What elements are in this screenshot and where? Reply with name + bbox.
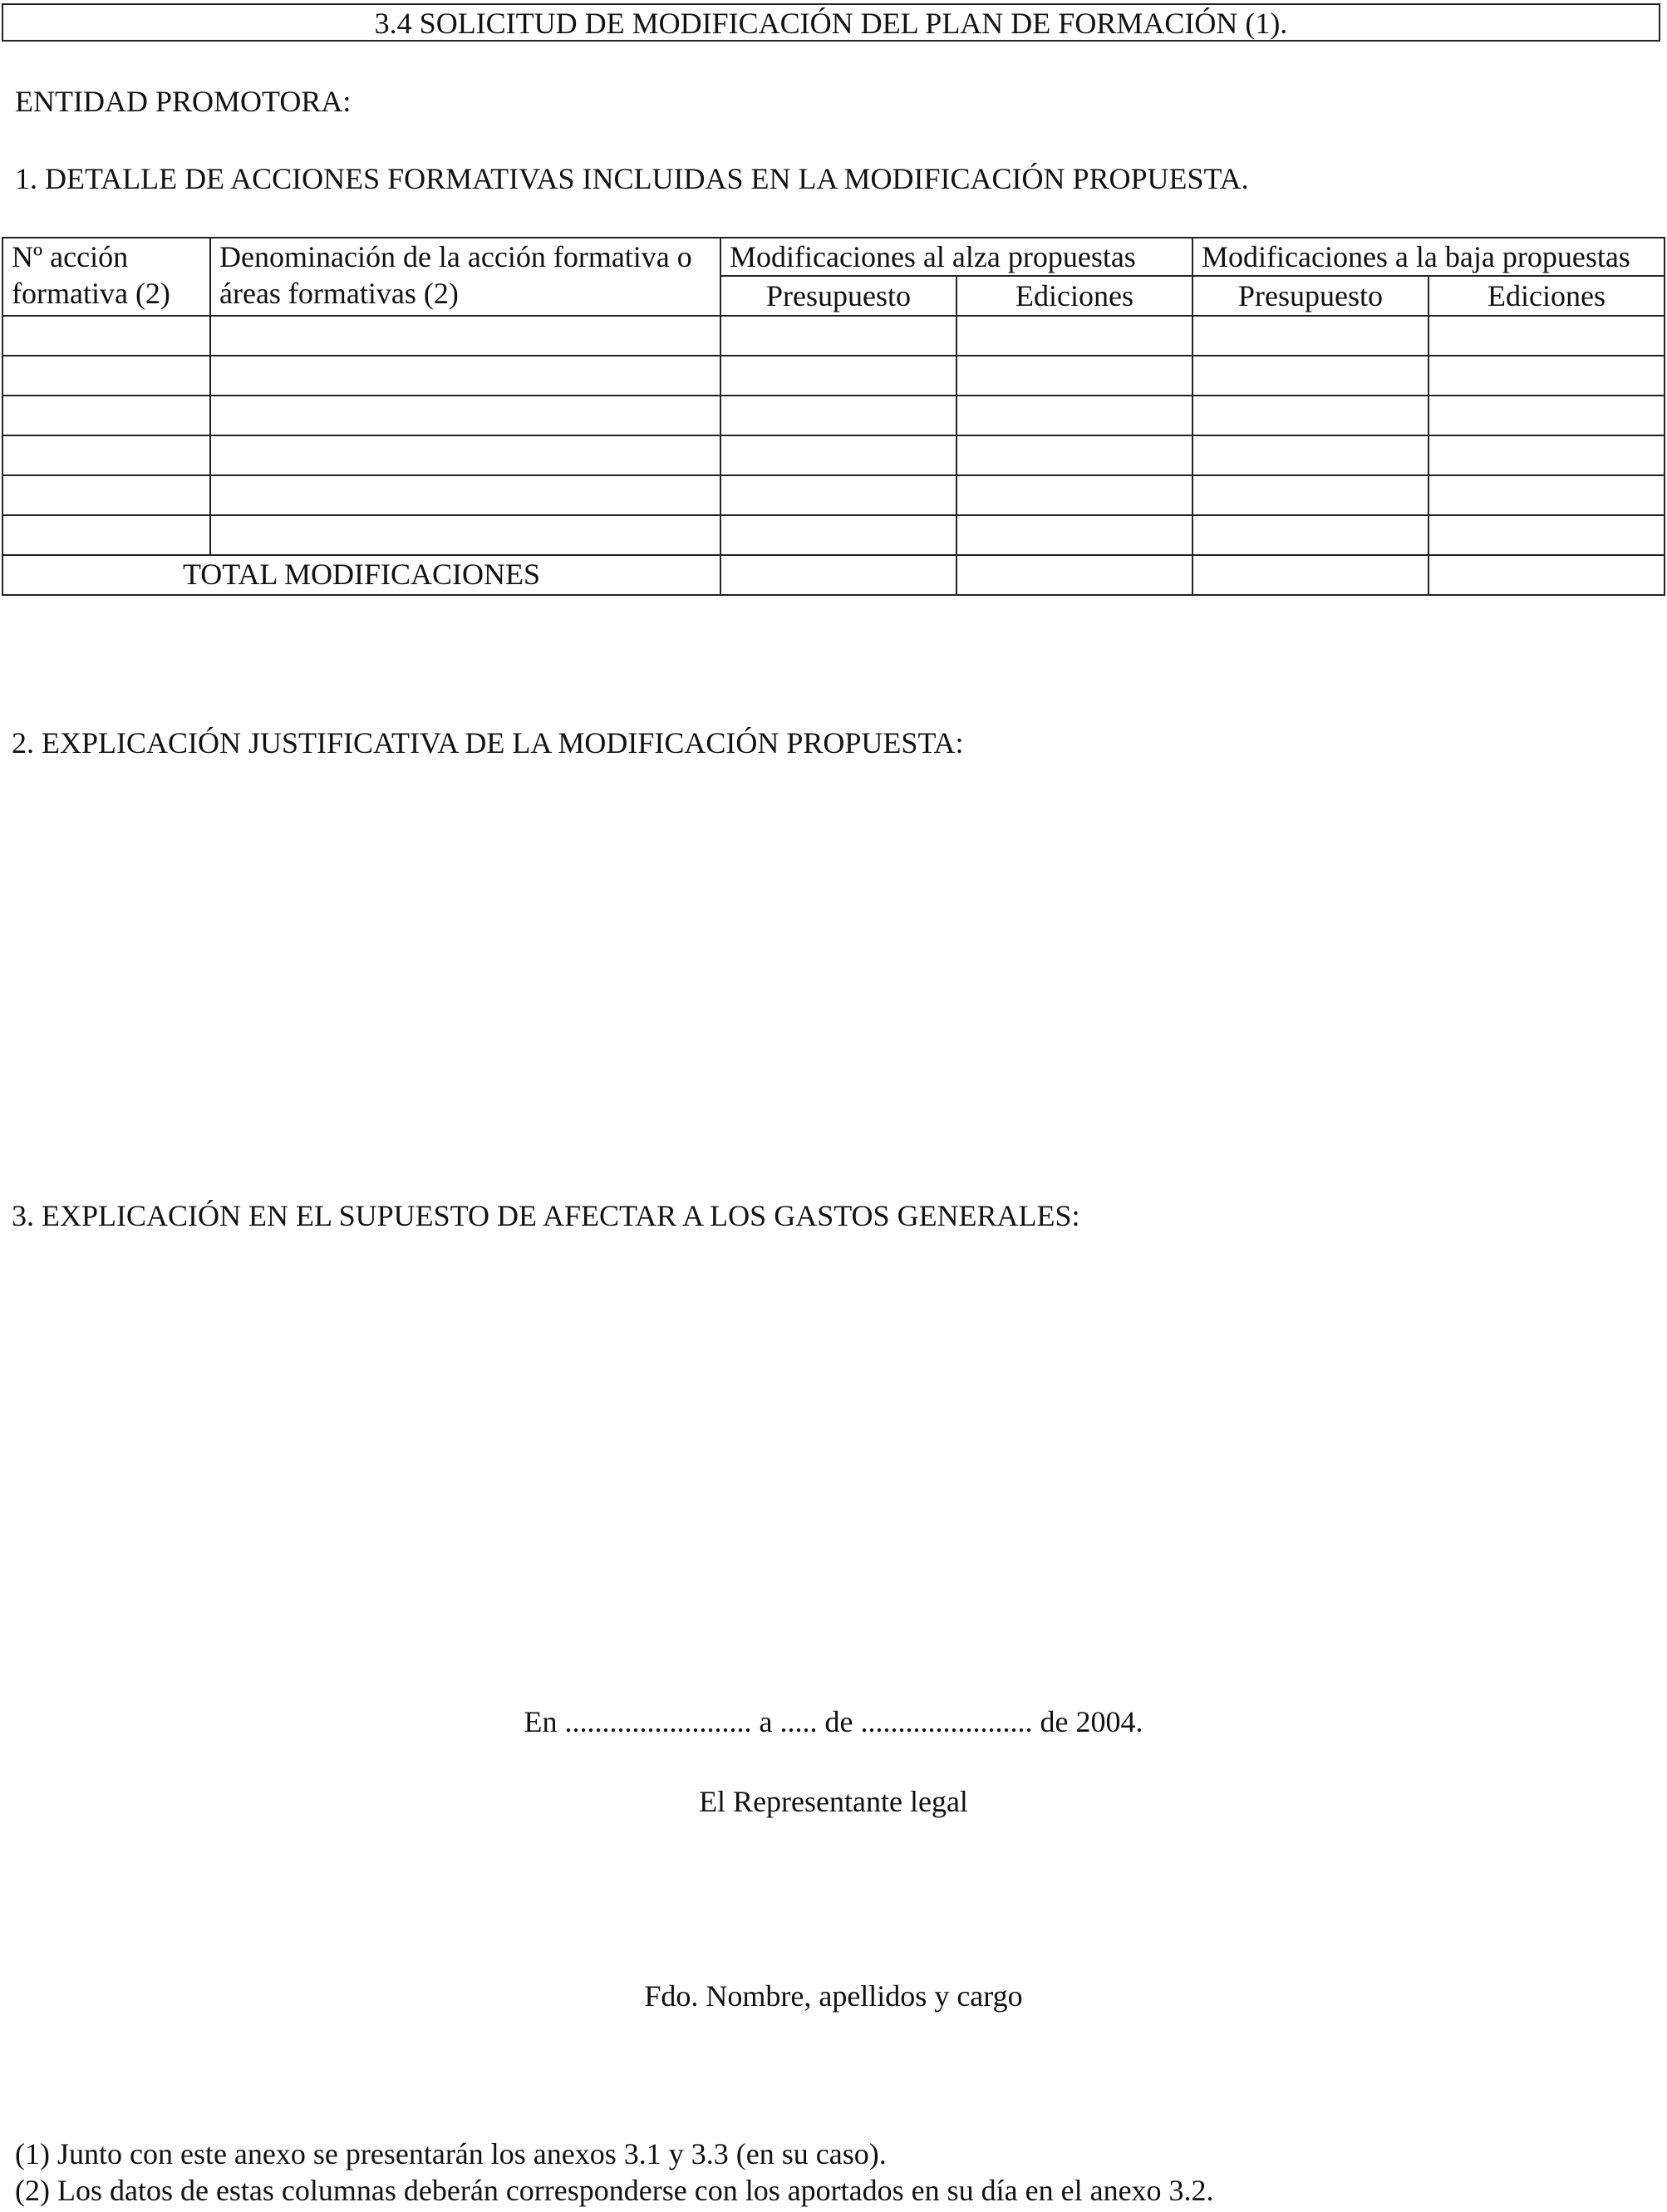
table-row bbox=[2, 515, 1665, 555]
cell-increase-budget[interactable] bbox=[720, 316, 956, 356]
header-increase-editions: Ediciones bbox=[956, 276, 1192, 316]
table-row bbox=[2, 475, 1665, 515]
cell-action-name[interactable] bbox=[210, 356, 720, 396]
header-decrease-group: Modificaciones a la baja propuestas bbox=[1192, 238, 1665, 276]
cell-action-number[interactable] bbox=[2, 316, 210, 356]
cell-increase-editions[interactable] bbox=[956, 435, 1192, 475]
signature-role: El Representante legal bbox=[699, 1785, 968, 1818]
table-row bbox=[2, 435, 1665, 475]
cell-decrease-editions[interactable] bbox=[1429, 396, 1665, 435]
cell-decrease-editions[interactable] bbox=[1429, 316, 1665, 356]
cell-decrease-budget[interactable] bbox=[1192, 316, 1429, 356]
cell-decrease-budget[interactable] bbox=[1192, 356, 1429, 396]
cell-action-name[interactable] bbox=[210, 475, 720, 515]
cell-action-number[interactable] bbox=[2, 515, 210, 555]
cell-increase-budget[interactable] bbox=[720, 475, 956, 515]
header-decrease-editions: Ediciones bbox=[1429, 276, 1665, 316]
cell-action-number[interactable] bbox=[2, 396, 210, 435]
cell-decrease-editions[interactable] bbox=[1429, 356, 1665, 396]
cell-decrease-editions[interactable] bbox=[1429, 515, 1665, 555]
total-row bbox=[2, 555, 1665, 595]
header-increase-budget: Presupuesto bbox=[720, 276, 956, 316]
header-action-number: Nº acción formativa (2) bbox=[2, 238, 210, 316]
entity-label: ENTIDAD PROMOTORA: bbox=[15, 85, 352, 118]
cell-increase-editions[interactable] bbox=[956, 515, 1192, 555]
form-title: 3.4 SOLICITUD DE MODIFICACIÓN DEL PLAN DE FORMACIÓN (1). bbox=[2, 3, 1660, 42]
cell-decrease-editions[interactable] bbox=[1429, 435, 1665, 475]
cell-action-name[interactable] bbox=[210, 316, 720, 356]
header-action-name: Denominación de la acción formativa o áreas formativas (2) bbox=[210, 238, 720, 316]
cell-increase-budget[interactable] bbox=[720, 396, 956, 435]
cell-action-name[interactable] bbox=[210, 396, 720, 435]
cell-action-number[interactable] bbox=[2, 435, 210, 475]
section1-heading: 1. DETALLE DE ACCIONES FORMATIVAS INCLUIDAS EN LA MODIFICACIÓN PROPUESTA. bbox=[15, 162, 1249, 195]
total-increase-editions[interactable] bbox=[956, 555, 1192, 595]
total-increase-budget[interactable] bbox=[720, 555, 956, 595]
section3-heading: 3. EXPLICACIÓN EN EL SUPUESTO DE AFECTAR A LOS GASTOS GENERALES: bbox=[12, 1199, 1080, 1232]
cell-increase-editions[interactable] bbox=[956, 475, 1192, 515]
table-header-row bbox=[2, 238, 1665, 276]
signature-signed-by: Fdo. Nombre, apellidos y cargo bbox=[644, 1979, 1023, 2013]
cell-decrease-budget[interactable] bbox=[1192, 396, 1429, 435]
footnote-2: (2) Los datos de estas columnas deberán corresponderse con los aportados en su día en el anexo 3.2. bbox=[15, 2174, 1214, 2207]
table-row bbox=[2, 396, 1665, 435]
cell-decrease-editions[interactable] bbox=[1429, 475, 1665, 515]
footnote-1: (1) Junto con este anexo se presentarán los anexos 3.1 y 3.3 (en su caso). bbox=[15, 2137, 887, 2170]
cell-action-name[interactable] bbox=[210, 435, 720, 475]
cell-increase-budget[interactable] bbox=[720, 356, 956, 396]
modifications-table bbox=[2, 237, 1665, 596]
cell-increase-budget[interactable] bbox=[720, 435, 956, 475]
cell-increase-editions[interactable] bbox=[956, 356, 1192, 396]
total-decrease-budget[interactable] bbox=[1192, 555, 1429, 595]
cell-decrease-budget[interactable] bbox=[1192, 475, 1429, 515]
signature-place-date: En ......................... a ..... de ....................... de 2004. bbox=[524, 1705, 1143, 1738]
cell-action-number[interactable] bbox=[2, 475, 210, 515]
cell-increase-editions[interactable] bbox=[956, 316, 1192, 356]
section2-heading: 2. EXPLICACIÓN JUSTIFICATIVA DE LA MODIFICACIÓN PROPUESTA: bbox=[12, 726, 964, 759]
header-decrease-budget: Presupuesto bbox=[1192, 276, 1429, 316]
total-label: TOTAL MODIFICACIONES bbox=[2, 555, 720, 595]
cell-decrease-budget[interactable] bbox=[1192, 435, 1429, 475]
cell-action-name[interactable] bbox=[210, 515, 720, 555]
cell-action-number[interactable] bbox=[2, 356, 210, 396]
table-row bbox=[2, 356, 1665, 396]
cell-increase-editions[interactable] bbox=[956, 396, 1192, 435]
total-decrease-editions[interactable] bbox=[1429, 555, 1665, 595]
cell-increase-budget[interactable] bbox=[720, 515, 956, 555]
cell-decrease-budget[interactable] bbox=[1192, 515, 1429, 555]
header-increase-group: Modificaciones al alza propuestas bbox=[720, 238, 1192, 276]
table-row bbox=[2, 316, 1665, 356]
